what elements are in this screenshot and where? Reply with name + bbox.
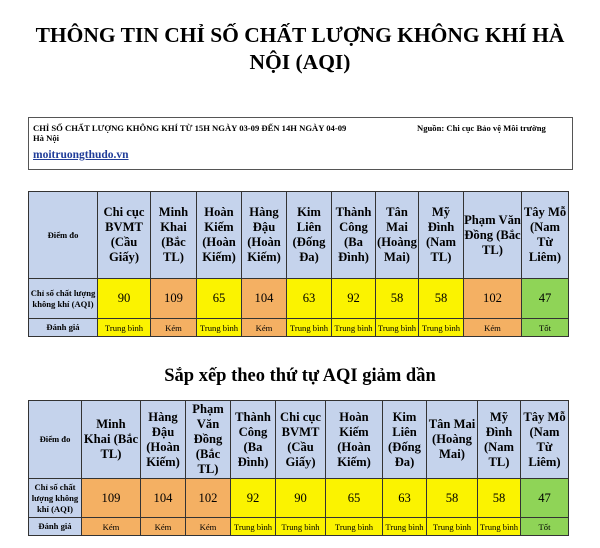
rating-cell: Trung bình [427, 518, 478, 536]
station-header: Hoàn Kiếm (Hoàn Kiếm) [197, 192, 242, 279]
station-header: Mỹ Đình (Nam TL) [478, 401, 521, 479]
station-header: Thành Công (Ba Đình) [332, 192, 376, 279]
rating-cell: Kém [186, 518, 231, 536]
sorted-aqi-table [28, 400, 569, 536]
station-header: Phạm Văn Đồng (Bắc TL) [464, 192, 522, 279]
rating-cell: Kém [151, 319, 197, 337]
aqi-value: 102 [186, 479, 231, 518]
rating-row-label: Đánh giá [29, 518, 82, 536]
station-header: Tân Mai (Hoàng Mai) [427, 401, 478, 479]
rating-cell: Kém [464, 319, 522, 337]
aqi-value: 90 [98, 279, 151, 319]
station-header: Hoàn Kiếm (Hoàn Kiếm) [326, 401, 383, 479]
station-row-label: Điểm đo [29, 401, 82, 479]
rating-cell: Tốt [521, 518, 569, 536]
station-header: Chi cục BVMT (Cầu Giấy) [98, 192, 151, 279]
rating-cell: Tốt [522, 319, 569, 337]
rating-cell: Kém [141, 518, 186, 536]
rating-row-label: Đánh giá [29, 319, 98, 337]
aqi-value: 63 [383, 479, 427, 518]
source-text: Nguồn: Chi cục Bảo vệ Môi trường [417, 123, 546, 133]
aqi-value: 58 [376, 279, 419, 319]
aqi-value: 92 [332, 279, 376, 319]
aqi-table [28, 191, 569, 337]
rating-cell: Trung bình [276, 518, 326, 536]
rating-cell: Trung bình [326, 518, 383, 536]
rating-cell: Trung bình [478, 518, 521, 536]
aqi-value: 65 [326, 479, 383, 518]
station-header: Chi cục BVMT (Cầu Giấy) [276, 401, 326, 479]
station-header: Tân Mai (Hoàng Mai) [376, 192, 419, 279]
rating-cell: Trung bình [376, 319, 419, 337]
aqi-value: 104 [242, 279, 287, 319]
aqi-value: 63 [287, 279, 332, 319]
rating-cell: Trung bình [231, 518, 276, 536]
rating-cell: Trung bình [383, 518, 427, 536]
aqi-row-label: Chỉ số chất lượng không khí (AQI) [29, 279, 98, 319]
aqi-value: 104 [141, 479, 186, 518]
station-header: Kim Liên (Đống Đa) [287, 192, 332, 279]
page-title: THÔNG TIN CHỈ SỐ CHẤT LƯỢNG KHÔNG KHÍ HÀ NỘI (AQI) [35, 23, 565, 74]
info-box [28, 117, 573, 170]
station-header: Mỹ Đình (Nam TL) [419, 192, 464, 279]
station-header: Tây Mỗ (Nam Từ Liêm) [522, 192, 569, 279]
source-link[interactable]: moitruongthudo.vn [33, 149, 129, 161]
station-header: Hàng Đậu (Hoàn Kiếm) [141, 401, 186, 479]
aqi-value: 109 [82, 479, 141, 518]
station-header: Thành Công (Ba Đình) [231, 401, 276, 479]
aqi-value: 58 [427, 479, 478, 518]
period-text: CHỈ SỐ CHẤT LƯỢNG KHÔNG KHÍ TỪ 15H NGÀY 03-09 ĐẾN 14H NGÀY 04-09 [33, 123, 347, 133]
rating-cell: Trung bình [287, 319, 332, 337]
station-header: Tây Mỗ (Nam Từ Liêm) [521, 401, 569, 479]
rating-cell: Trung bình [197, 319, 242, 337]
aqi-value: 65 [197, 279, 242, 319]
period-city: Hà Nội [33, 133, 60, 143]
station-header: Hàng Đậu (Hoàn Kiếm) [242, 192, 287, 279]
aqi-value: 58 [419, 279, 464, 319]
rating-cell: Trung bình [419, 319, 464, 337]
station-header: Phạm Văn Đồng (Bắc TL) [186, 401, 231, 479]
rating-cell: Trung bình [332, 319, 376, 337]
station-header: Minh Khai (Bắc TL) [82, 401, 141, 479]
rating-cell: Kém [242, 319, 287, 337]
aqi-row-label: Chỉ số chất lượng không khí (AQI) [29, 479, 82, 518]
station-header: Kim Liên (Đống Đa) [383, 401, 427, 479]
aqi-value: 109 [151, 279, 197, 319]
aqi-value: 47 [522, 279, 569, 319]
aqi-value: 47 [521, 479, 569, 518]
rating-cell: Kém [82, 518, 141, 536]
sorted-title: Sắp xếp theo thứ tự AQI giảm dần [164, 366, 436, 386]
aqi-value: 102 [464, 279, 522, 319]
aqi-value: 92 [231, 479, 276, 518]
station-row-label: Điểm đo [29, 192, 98, 279]
aqi-value: 90 [276, 479, 326, 518]
aqi-value: 58 [478, 479, 521, 518]
station-header: Minh Khai (Bắc TL) [151, 192, 197, 279]
rating-cell: Trung bình [98, 319, 151, 337]
